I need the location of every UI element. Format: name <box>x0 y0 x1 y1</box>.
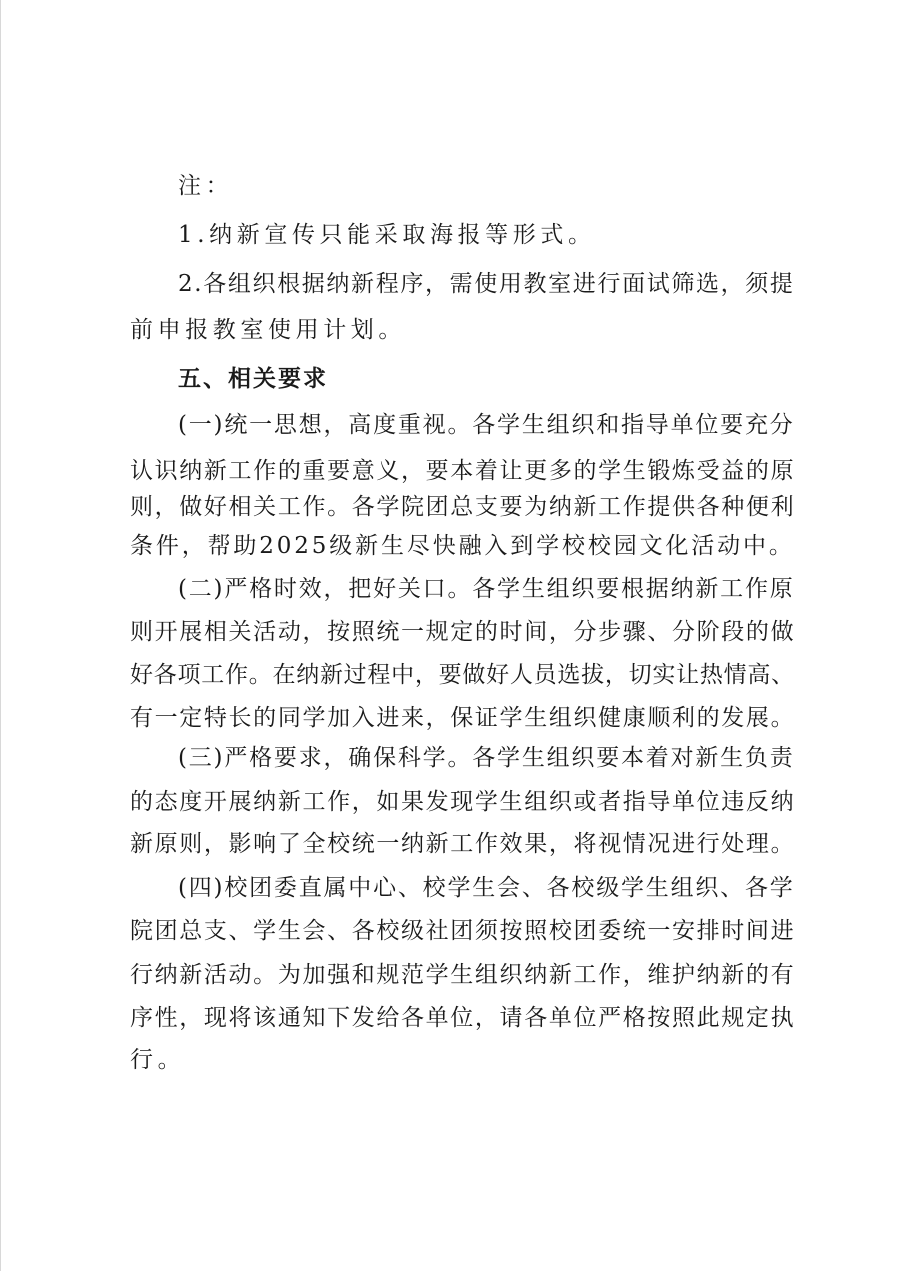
paragraph-line: 序性，现将该通知下发给各单位，请各单位严格按照此规定执 <box>130 1005 796 1031</box>
paragraph-line: 的态度开展纳新工作，如果发现学生组织或者指导单位违反纳 <box>130 789 796 815</box>
paragraph-line: 行纳新活动。为加强和规范学生组织纳新工作，维护纳新的有 <box>130 962 796 988</box>
paragraph-line: (二)严格时效，把好关口。各学生组织要根据纳新工作原 <box>178 576 795 602</box>
paragraph-line: (一)统一思想，高度重视。各学生组织和指导单位要充分 <box>178 412 795 438</box>
paragraph-line: (三)严格要求，确保科学。各学生组织要本着对新生负责 <box>178 745 795 771</box>
paragraph-line: 院团总支、学生会、各校级社团须按照校团委统一安排时间进 <box>130 918 796 944</box>
paragraph-line: 好各项工作。在纳新过程中，要做好人员选拔，切实让热情高、 <box>130 662 795 688</box>
note-label: 注： <box>178 173 234 199</box>
note-item-1: 1.纳新宣传只能采取海报等形式。 <box>178 222 596 248</box>
note-item-2: 2.各组织根据纳新程序，需使用教室进行面试筛选，须提 <box>178 271 795 297</box>
note-item-2-continued: 前申报教室使用计划。 <box>130 317 406 343</box>
page-edge-rule <box>0 0 1 1271</box>
paragraph-line: 行。 <box>130 1047 186 1073</box>
paragraph-line: 条件，帮助2025级新生尽快融入到学校校园文化活动中。 <box>130 533 795 559</box>
section-heading: 五、相关要求 <box>178 366 328 392</box>
paragraph-line: 则，做好相关工作。各学院团总支要为纳新工作提供各种便利 <box>130 494 796 520</box>
paragraph-line: 有一定特长的同学加入进来，保证学生组织健康顺利的发展。 <box>130 705 796 731</box>
paragraph-line: 认识纳新工作的重要意义，要本着让更多的学生锻炼受益的原 <box>130 458 796 484</box>
paragraph-line: 则开展相关活动，按照统一规定的时间，分步骤、分阶段的做 <box>130 619 796 645</box>
paragraph-line: 新原则，影响了全校统一纳新工作效果，将视情况进行处理。 <box>130 831 796 857</box>
paragraph-line: (四)校团委直属中心、校学生会、各校级学生组织、各学 <box>178 875 795 901</box>
